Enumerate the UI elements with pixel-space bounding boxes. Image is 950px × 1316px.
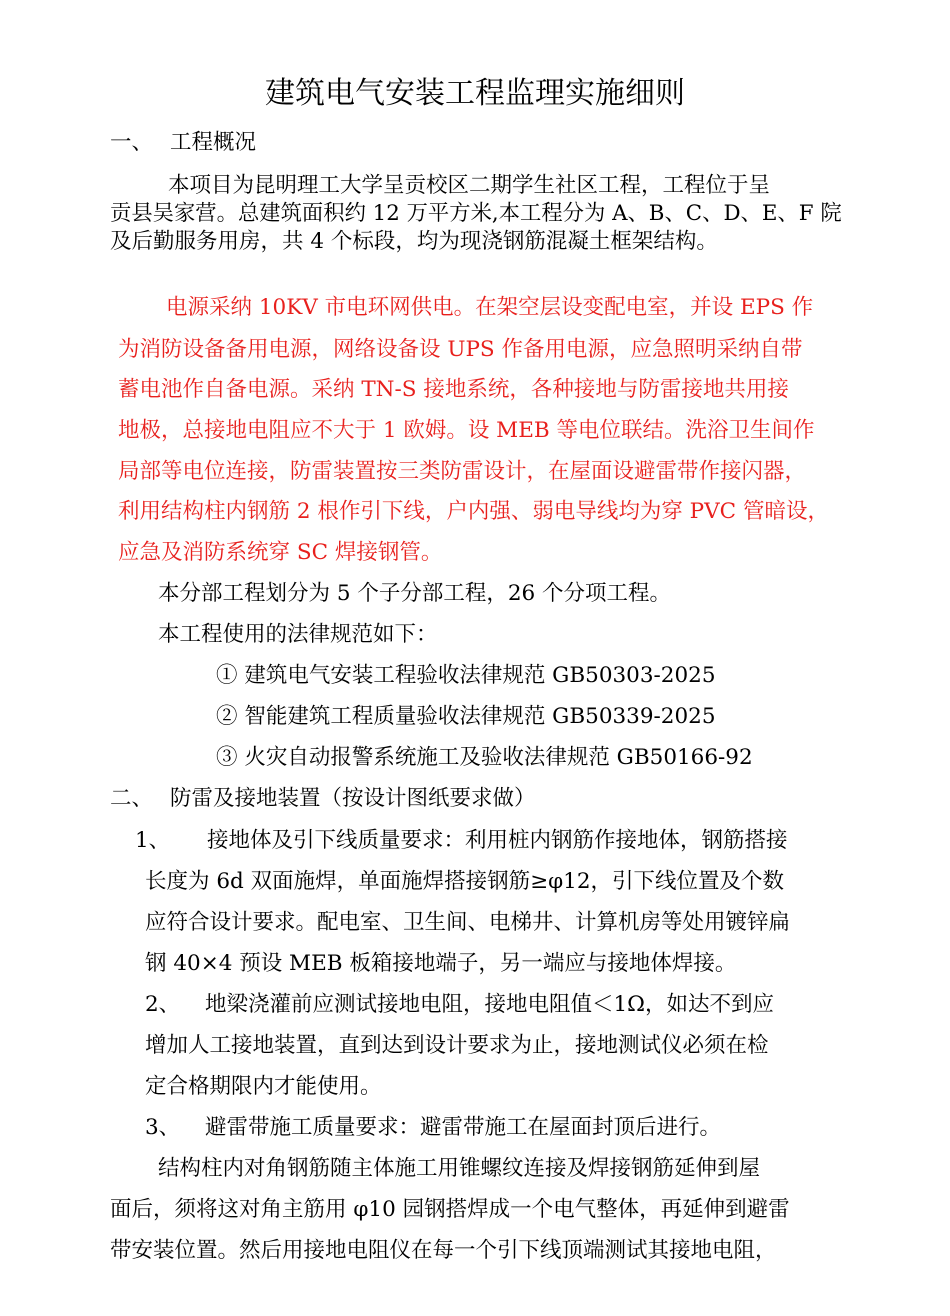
item-number: 1、 [135,828,171,853]
highlighted-paragraph-line: 利用结构柱内钢筋 2 根作引下线，户内强、弱电导线均为穿 PVC 管暗设， [118,499,829,524]
standard-item: ① 建筑电气安装工程验收法律规范 GB50303-2025 [216,663,716,688]
item-continuation-line: 钢 40×4 预设 MEB 板箱接地端子，另一端应与接地体焊接。 [145,951,737,976]
item-text: 接地体及引下线质量要求：利用桩内钢筋作接地体，钢筋搭接 [207,828,788,853]
paragraph-line: 带安装位置。然后用接地电阻仪在每一个引下线顶端测试其接地电阻， [110,1238,777,1263]
section-number: 二、 [110,786,154,811]
standard-item: ② 智能建筑工程质量验收法律规范 GB50339-2025 [216,704,716,729]
item-number: 2、 [145,992,181,1017]
highlighted-paragraph-line: 地极，总接地电阻应不大于 1 欧姆。设 MEB 等电位联结。洗浴卫生间作 [118,418,815,443]
numbered-item [135,826,788,856]
item-continuation-line: 定合格期限内才能使用。 [145,1074,382,1099]
section-title: 防雷及接地装置（按设计图纸要求做） [170,786,536,811]
standard-item: ③ 火灾自动报警系统施工及验收法律规范 GB50166-92 [216,745,753,770]
highlighted-paragraph-line: 电源采纳 10KV 市电环网供电。在架空层设变配电室，并设 EPS 作 [166,295,814,320]
paragraph-line: 本项目为昆明理工大学呈贡校区二期学生社区工程，工程位于呈 [168,173,771,198]
item-number: 3、 [145,1115,181,1140]
item-text: 避雷带施工质量要求：避雷带施工在屋面封顶后进行。 [205,1115,722,1140]
paragraph-line: 本分部工程划分为 5 个子分部工程，26 个分项工程。 [158,581,672,606]
numbered-item [145,990,774,1020]
section-title: 工程概况 [170,130,257,155]
paragraph-line: 本工程使用的法律规范如下： [158,622,438,647]
section-number: 一、 [110,130,154,155]
numbered-item [145,1113,721,1143]
paragraph-line: 结构柱内对角钢筋随主体施工用锥螺纹连接及焊接钢筋延伸到屋 [158,1156,761,1181]
item-continuation-line: 增加人工接地装置，直到达到设计要求为止，接地测试仪必须在检 [145,1033,769,1058]
highlighted-paragraph-line: 应急及消防系统穿 SC 焊接钢管。 [118,540,443,565]
highlighted-paragraph-line: 为消防设备备用电源，网络设备设 UPS 作备用电源，应急照明采纳自带 [118,337,803,362]
section-heading [110,128,256,158]
highlighted-paragraph-line: 局部等电位连接，防雷装置按三类防雷设计，在屋面设避雷带作接闪器， [118,459,807,484]
item-continuation-line: 长度为 6d 双面施焊，单面施焊搭接钢筋≥φ12，引下线位置及个数 [145,869,785,894]
section-heading [110,784,536,814]
item-text: 地梁浇灌前应测试接地电阻，接地电阻值＜1Ω，如达不到应 [205,992,775,1017]
item-continuation-line: 应符合设计要求。配电室、卫生间、电梯井、计算机房等处用镀锌扁 [145,910,791,935]
highlighted-paragraph-line: 蓄电池作自备电源。采纳 TN-S 接地系统，各种接地与防雷接地共用接 [118,377,789,402]
paragraph-line: 贡县吴家营。总建筑面积约 12 万平方米,本工程分为 A、B、C、D、E、F 院 [110,201,842,226]
paragraph-line: 及后勤服务用房，共 4 个标段，均为现浇钢筋混凝土框架结构。 [110,229,718,254]
document-title: 建筑电气安装工程监理实施细则 [265,76,685,111]
paragraph-line: 面后，须将这对角主筋用 φ10 园钢搭焊成一个电气整体，再延伸到避雷 [110,1197,790,1222]
